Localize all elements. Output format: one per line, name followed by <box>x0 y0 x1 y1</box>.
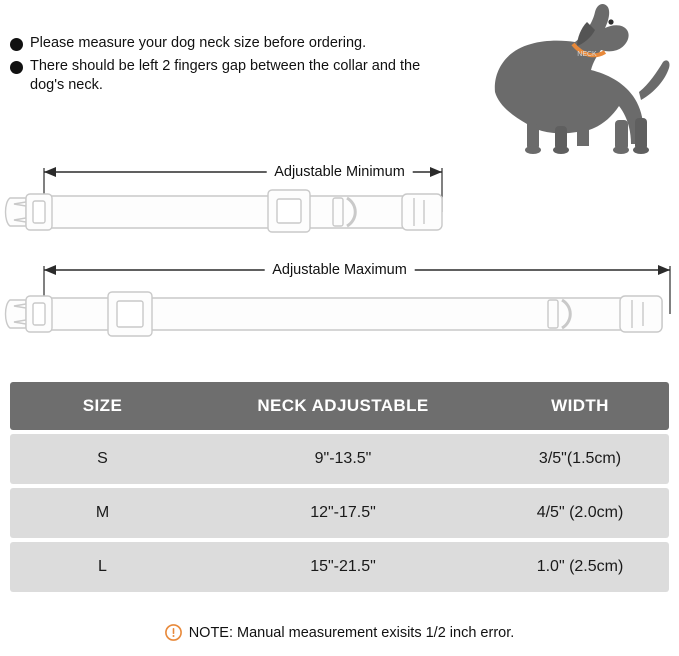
bullet-icon <box>10 38 23 51</box>
dog-svg <box>435 0 671 168</box>
note-text: There should be left 2 fingers gap between the collar and the dog's neck. <box>30 58 421 93</box>
buckle-male-icon <box>6 198 27 226</box>
dog-paw <box>553 146 569 154</box>
cell-width: 3/5"(1.5cm) <box>491 434 669 484</box>
buckle-end-right <box>402 194 442 230</box>
bullet-icon <box>10 61 23 74</box>
table-row <box>10 434 669 484</box>
cell-neck: 15"-21.5" <box>195 542 491 592</box>
dog-eye <box>608 19 613 24</box>
column-header-width: WIDTH <box>491 382 669 430</box>
arrow-right-icon <box>430 167 442 177</box>
d-ring-keeper <box>333 198 343 226</box>
column-header-size: SIZE <box>10 382 195 430</box>
dog-neck-label: NECK <box>577 51 597 58</box>
footer-note <box>0 624 679 641</box>
note-item <box>10 57 440 95</box>
table-row <box>10 488 669 538</box>
exclamation-circle-icon <box>165 624 182 641</box>
slider-opening <box>277 199 301 223</box>
measurement-notes <box>10 34 440 99</box>
cell-neck: 9"-13.5" <box>195 434 491 484</box>
note-text: Please measure your dog neck size before ordering. <box>30 35 367 51</box>
cell-width: 1.0" (2.5cm) <box>491 542 669 592</box>
d-ring-keeper <box>548 300 558 328</box>
cell-neck: 12"-17.5" <box>195 488 491 538</box>
buckle-male-icon <box>6 300 27 328</box>
dog-rear-leg-back <box>635 118 647 150</box>
arrow-left-icon <box>44 167 56 177</box>
buckle-slot <box>33 201 45 223</box>
arrow-right-icon <box>658 265 670 275</box>
dog-paw <box>525 146 541 154</box>
dog-paw <box>633 146 649 154</box>
size-table <box>10 378 669 596</box>
column-header-neck-adjustable: NECK ADJUSTABLE <box>195 382 491 430</box>
dog-tail <box>639 60 670 100</box>
cell-size: M <box>10 488 195 538</box>
table-row <box>10 542 669 592</box>
buckle-end-right <box>620 296 662 332</box>
dimension-label-minimum: Adjustable Minimum <box>266 164 413 180</box>
dog-illustration <box>435 0 671 168</box>
cell-size: S <box>10 434 195 484</box>
buckle-slot <box>33 303 45 325</box>
cell-size: L <box>10 542 195 592</box>
collar-strap <box>44 196 434 228</box>
dog-paw <box>613 146 629 154</box>
arrow-left-icon <box>44 265 56 275</box>
collar-diagram-minimum <box>0 160 679 260</box>
dimension-label-maximum: Adjustable Maximum <box>264 262 415 278</box>
dog-rear-leg <box>615 120 628 150</box>
table-header-row <box>10 382 669 430</box>
note-item <box>10 34 440 53</box>
collar-diagram-maximum <box>0 258 679 368</box>
slider-opening <box>117 301 143 327</box>
footer-note-text: NOTE: Manual measurement exisits 1/2 inch error. <box>188 624 515 641</box>
cell-width: 4/5" (2.0cm) <box>491 488 669 538</box>
